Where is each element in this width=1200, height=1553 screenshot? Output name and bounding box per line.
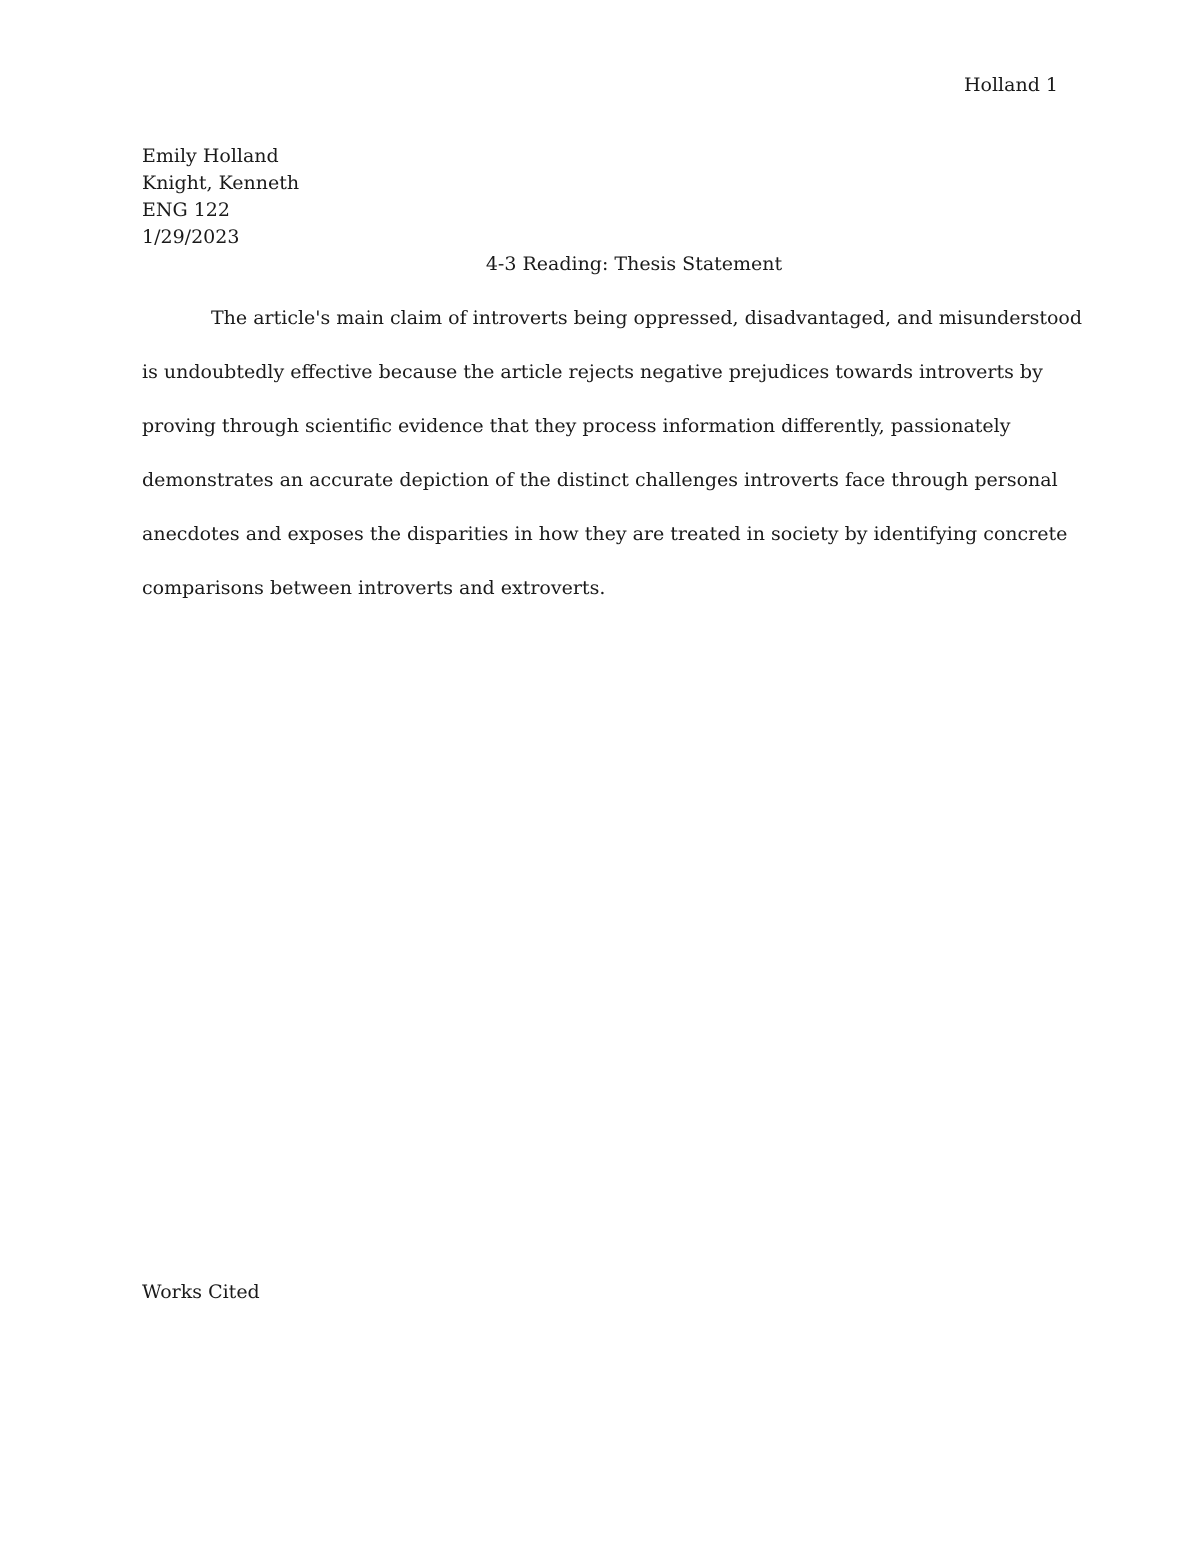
- paragraph-line: proving through scientific evidence that they process information differently, passionately: [142, 415, 1011, 437]
- running-header: Holland 1: [963, 74, 1058, 96]
- mla-heading: [142, 143, 299, 251]
- date: 1/29/2023: [142, 226, 240, 248]
- document-title: 4-3 Reading: Thesis Statement: [485, 253, 783, 275]
- course-name: ENG 122: [142, 199, 230, 221]
- works-cited-heading: Works Cited: [142, 1281, 260, 1303]
- instructor-name: Knight, Kenneth: [142, 172, 300, 194]
- thesis-paragraph: [142, 305, 1083, 629]
- paragraph-line: demonstrates an accurate depiction of the distinct challenges introverts face through personal: [142, 469, 1058, 491]
- paragraph-line: The article's main claim of introverts being oppressed, disadvantaged, and misunderstood: [211, 307, 1083, 329]
- paragraph-line: comparisons between introverts and extroverts.: [142, 577, 606, 599]
- paragraph-line: anecdotes and exposes the disparities in how they are treated in society by identifying concrete: [142, 523, 1068, 545]
- student-name: Emily Holland: [142, 145, 279, 167]
- paragraph-line: is undoubtedly effective because the article rejects negative prejudices towards introverts by: [142, 361, 1043, 383]
